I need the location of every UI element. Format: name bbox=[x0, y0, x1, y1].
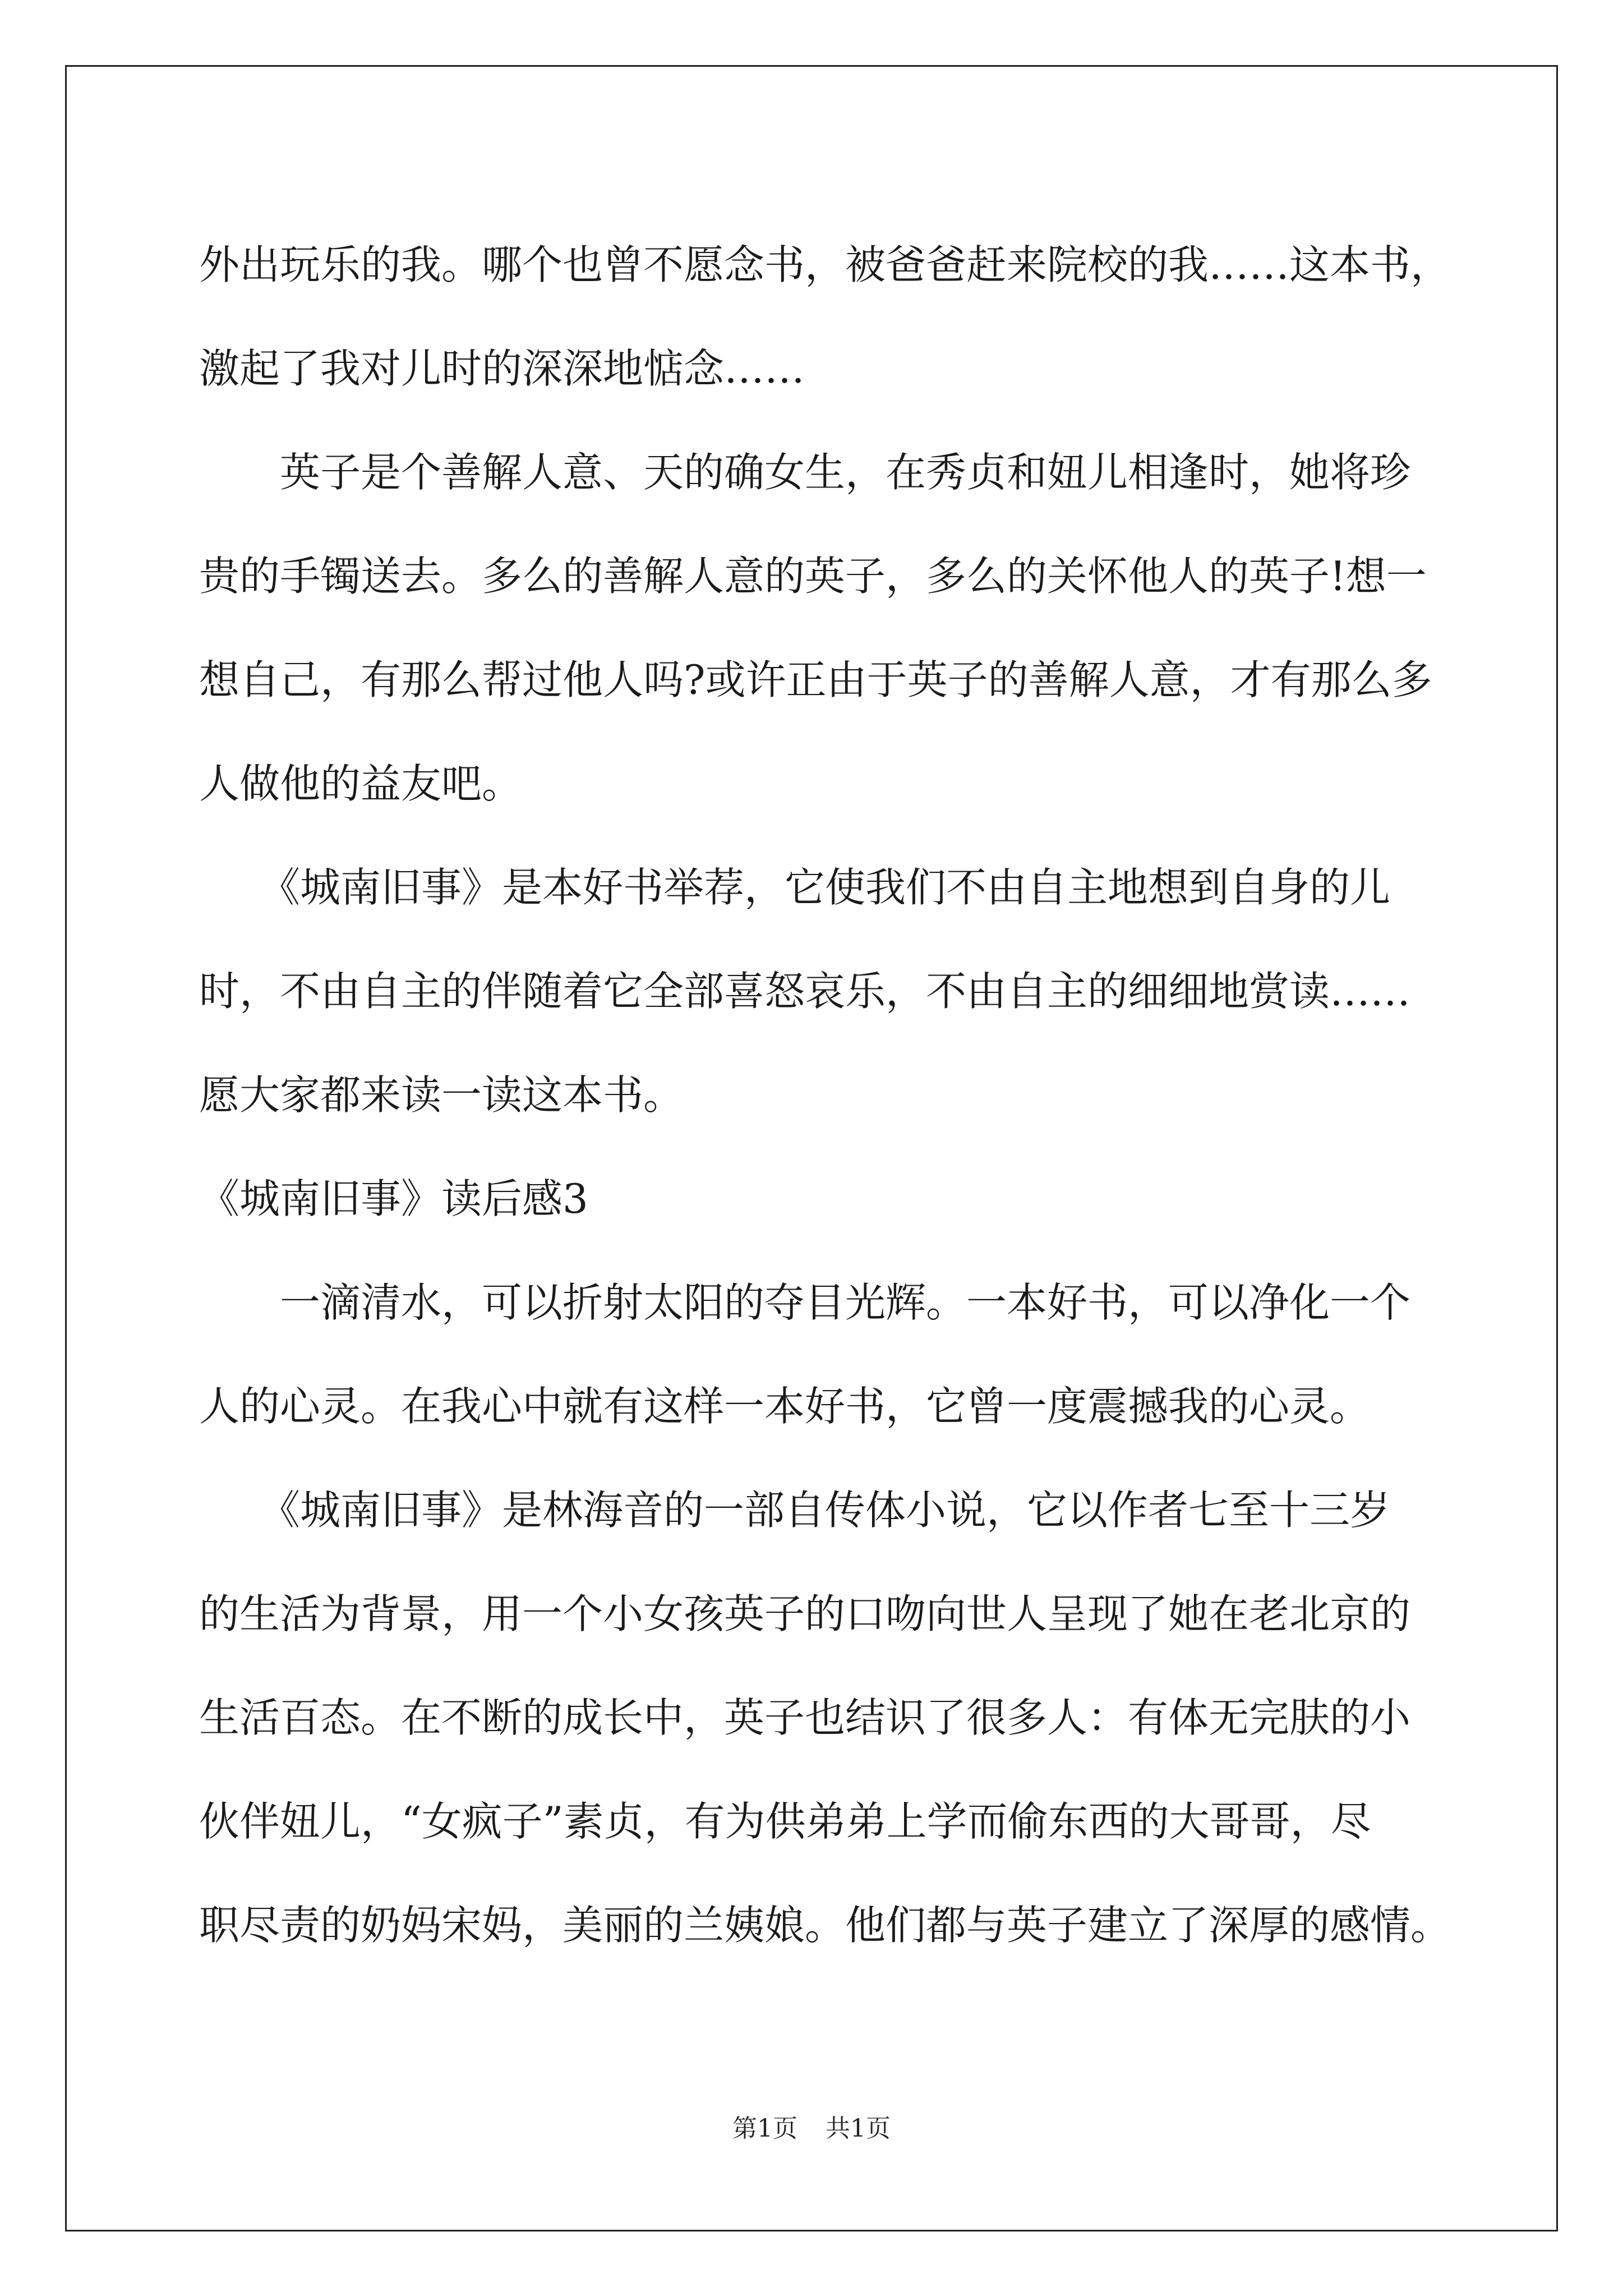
text-line: 贵的手镯送去。多么的善解人意的英子，多么的关怀他人的英子!想一 bbox=[199, 553, 1427, 600]
text-line: 生活百态。在不断的成长中，英子也结识了很多人：有体无完肤的小 bbox=[199, 1694, 1411, 1741]
page-total: 共1页 bbox=[826, 2114, 891, 2143]
text-line: 愿大家都来读一读这本书。 bbox=[199, 1071, 684, 1119]
text-line: 伙伴妞儿，“女疯子”素贞，有为供弟弟上学而偷东西的大哥哥，尽 bbox=[199, 1798, 1371, 1845]
text-line: 《城南旧事》是林海音的一部自传体小说，它以作者七至十三岁 bbox=[199, 1487, 1391, 1534]
page-footer bbox=[0, 2112, 1623, 2146]
text-line: 外出玩乐的我。哪个也曾不愿念书，被爸爸赶来院校的我……这本书， bbox=[199, 241, 1451, 288]
text-line: 人做他的益友吧。 bbox=[199, 760, 523, 807]
page-number: 第1页 bbox=[732, 2114, 797, 2143]
text-line: 《城南旧事》是本好书举荐，它使我们不由自主地想到自身的儿 bbox=[199, 864, 1391, 911]
text-line: 英子是个善解人意、天的确女生，在秀贞和妞儿相逢时，她将珍 bbox=[199, 449, 1411, 496]
text-line: 的生活为背景，用一个小女孩英子的口吻向世人呈现了她在老北京的 bbox=[199, 1590, 1411, 1637]
text-line: 激起了我对儿时的深深地惦念…… bbox=[199, 345, 805, 392]
text-line: 时，不由自主的伴随着它全部喜怒哀乐，不由自主的细细地赏读…… bbox=[199, 968, 1411, 1015]
text-line: 一滴清水，可以折射太阳的夺目光辉。一本好书，可以净化一个 bbox=[199, 1279, 1411, 1326]
text-line: 想自己，有那么帮过他人吗?或许正由于英子的善解人意，才有那么多 bbox=[199, 656, 1432, 703]
text-line: 职尽责的奶妈宋妈，美丽的兰姨娘。他们都与英子建立了深厚的感情。 bbox=[199, 1902, 1451, 1949]
section-heading: 《城南旧事》读后感3 bbox=[199, 1175, 588, 1222]
text-line: 人的心灵。在我心中就有这样一本好书，它曾一度震撼我的心灵。 bbox=[199, 1383, 1371, 1430]
document-body bbox=[199, 213, 1451, 1977]
